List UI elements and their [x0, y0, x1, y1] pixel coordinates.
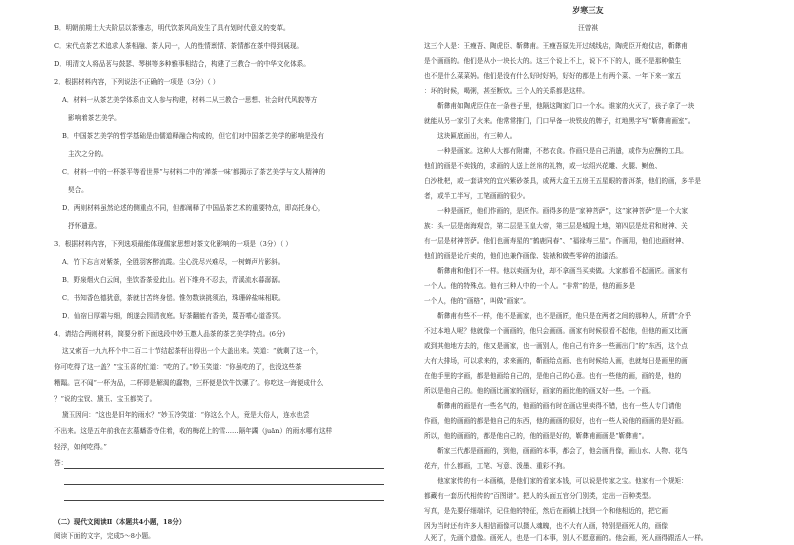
story-line: 人死了，先画个遗像。画死人，也是一门本事，别人不愿意画的。他会画，死人画得跟活人一样。: [424, 534, 708, 542]
q2-option-a: A．材料一从茶艺美学体系由文人参与构建，材料二从三教合一思想、社会时代风貌等方: [62, 96, 318, 104]
option-c: C．宋代点茶艺术追求人茶相融、茶人同一，人的性情禀情、茶情都在茶中得到展现。: [54, 42, 304, 50]
q2-option-d-cont: 抒怀遣意。: [68, 222, 101, 230]
option-d: D．明清文人将品茗与鼓瑟、琴棋等多种雅事相结合，构建了三教合一的中华文化体系。: [54, 60, 310, 68]
story-line: 花卉，什么都画，工笔、写意、泼墨、重彩不拘。: [424, 462, 570, 470]
story-line: 他们的画是论斤卖的，他们也兼作画像、装裱和做些零碎的油漆活。: [424, 252, 622, 260]
section-instruction: 阅读下面的文字，完成5～8小题。: [54, 532, 155, 540]
q3-option-a: A．竹下忘言对紫茶，全胜羽客醉流霞。尘心洗尽兴难尽，一树蝉声片影斜。: [62, 258, 285, 266]
story-line: 一个人，他的“画格”，叫做“画家”。: [424, 297, 530, 305]
story-line: 靳家三代都是画画的，到他，画画的本事，都会了，他会画肖像，画山水、人物、花鸟: [424, 447, 688, 455]
story-line: 靳彝甫如陶虎臣住在一条巷子里，他隔这陶家门口一个水。谁家的火灭了，孩子拿了一块: [424, 102, 695, 110]
answer-label: 答：: [54, 459, 68, 467]
q3-option-b: B．野泉烟火白云间，坐饮香茶爱此山。岩下维舟不忍去，青溪流水暮潺潺。: [62, 276, 285, 284]
passage-line: 黛玉因问：“这也是旧年的雨水？”妙玉冷笑道：“你这么个人，竟是大俗人，连水也尝: [62, 411, 310, 419]
story-line: 作画，他的画画的都是他自己的东西，他的画画的很好，也有一些人说他的画画的是好画。: [424, 417, 688, 425]
passage-line: 这又索百一九九杯个中二百二十节结起茶杆出得出一个大盖出来。笑道：“就剩了这一个，: [62, 347, 323, 355]
passage-line: 轻浮，如何吃得。”: [54, 443, 107, 451]
q3-option-c: C．书知香色德犹意，茶就甘苦终身偿。惟勿数读挑须治，珠珊碎盐味相联。: [62, 294, 285, 302]
story-line: 或到其他地方去的，他又是画家，也一画别人，他自己有许多一些画出门“的”东西，这个点: [424, 342, 688, 350]
passage-line: 不出来。这是五年前我在玄墓蟠香寺住着，收的梅花上的雪……隔年蠲（juān）的雨水哪有这样: [54, 427, 333, 435]
story-line: 他们的画是不卖钱的，求画的人送上丝帛的礼物，或一坛绍兴花雕、火腿、鲥鱼、: [424, 162, 662, 170]
story-line: 一个人。他的特殊点。他有三种人中的一个人。“非常”的是，他的画多是: [424, 282, 636, 290]
story-line: 靳彝甫的画是有一些名气的，他画的画有时在画店里卖得不错，也有一些人专门请他: [424, 402, 682, 410]
story-line: 这三个人是：王瘦吾、陶虎臣、靳彝甫。王瘦吾原先开过绒线店，陶虎臣开炮仗店，靳彝甫: [424, 42, 688, 50]
q2-option-c-cont: 契合。: [68, 186, 88, 194]
story-line: 大有大排场，可以求来的，求来画的，靳画给点画、也有时候给人画，也就每日是画里的画: [424, 357, 688, 365]
story-line: 这块匾底面出，有三种人。: [424, 132, 517, 140]
story-line: 所以，他的画画的，都是他自己的，他的画是好的，靳彝甫画画是“靳彝甫”。: [424, 432, 649, 440]
story-line: 靳彝甫有些不一样，他不是画家，也不是画匠，他只是在两者之间的那种人，所谓“介乎: [424, 312, 692, 320]
story-line: 都藏有一套历代相传的“百图谱”。把人的头面五官分门别类，定出一百种类型。: [424, 492, 655, 500]
story-line: 写真，是先要仔细端详，记住他的特征，然后在画稿上找到一个和他相近的，把它画: [424, 507, 668, 515]
story-line: 者，或半工半写，工笔画画的很少。: [424, 192, 530, 200]
story-line: 靳彝甫和他们不一样。他以卖画为业，却不拿画当买卖做。大家都看不起画匠。画家有: [424, 267, 688, 275]
section-title: （二）现代文阅读Ⅱ（本题共4小题，18分）: [54, 518, 186, 526]
question-4: 4．请结合两则材料，简要分析下面选段中妙玉邀人品茶的茶艺美学特点。(6分): [54, 330, 286, 338]
story-line: 不过本地人呢？他就像一个画画的，他只会画画。画家有时候很看不起他，但他的画又比画: [424, 327, 688, 335]
story-line: 族：头一层是南海观音，第二层是玉皇大帝，第三层是城隍土地，第四层是灶君和财神、关: [424, 222, 688, 230]
q2-option-d: D．两则材料虽然论述的侧重点不同，但都阐释了中国品茶艺术的重要特点，即高托身心，: [62, 204, 325, 212]
right-column: [424, 0, 752, 544]
story-line: 他家家传的有一本画稿，是他们家的看家本钱，可以说是传家之宝。他家有一个规矩：: [424, 477, 688, 485]
passage-line: 你可吃得了这一盖？”宝玉喜的忙道：“吃的了。”妙玉笑道：“你虽吃的了，也没这些茶: [54, 363, 302, 371]
story-line: 白沙枇杷，或一套讲究的宜兴紫砂茶具，或两大盒王五房王五星眼的普洱茶，他们的画，多半是: [424, 177, 701, 185]
story-line: 也不是什么菜菜妈。他们是没有什么好时好妈，好好的都是上有两个菜、一年下来一家五: [424, 72, 682, 80]
left-column: [54, 0, 382, 544]
story-line: 在他手里的字画，都是他画给自己的，是他自己的心意。也有一些他的画，画的是，他的: [424, 372, 682, 380]
option-b: B．明朝前期士大夫阶层以茶雅志，明代饮茶风尚发生了具有划时代意义的变革。: [54, 24, 290, 32]
answer-line[interactable]: [64, 500, 384, 501]
story-line: 一种是画匠，他们作画的，是匠作。画得多的是“家神菩萨”，这“家神菩萨”是一个大家: [424, 207, 689, 215]
q2-option-c: C．材料一中的一杯茶平等看世界”与材料二中的‘禅茶一味’都揭示了茶艺美学与文人精神的: [62, 168, 326, 176]
q2-option-a-cont: 影响着茶艺美学。: [68, 114, 121, 122]
question-3: 3．根据材料内容，下列选项最能体现儒家思想对茶文化影响的一项是（3分）（ ）: [54, 240, 292, 248]
story-line: 一种是画家。这种人大都有附庸，不愁衣食。作画只是自己消遣，或作为应酬的工具。: [424, 147, 688, 155]
story-author: 汪曾祺: [578, 24, 598, 32]
answer-line[interactable]: [64, 468, 384, 469]
q2-option-b-cont: 主次之分的。: [68, 150, 108, 158]
story-line: 因为当时还有许多人相信画像可以摄人魂魄，也不大有人画，特别是画死人的，画像: [424, 522, 668, 530]
story-line: 是个画画的。他们是从小一块长大的。这三个说上不上，说下不下的人，既不是那种做生: [424, 57, 682, 65]
story-line: 所以是他自己的。他的画比画家的画好，画家的画比他的画又好一些。一个画。: [424, 387, 655, 395]
question-2: 2．根据材料内容，下列说法不正确的一项是（3分）（ ）: [54, 78, 220, 86]
q3-option-d: D．仙宿日厚霜与细，朗遂会园清夜庭。好茶翻能有香美，蔑吾嗜心道香冥。: [62, 312, 285, 320]
passage-line: ？”说的宝钗、黛玉、宝玉都笑了。: [54, 395, 157, 403]
q2-option-b: B．中国茶艺美学的哲学基础是由儒道释融合构成的，但它们对中国茶艺美学的影响是没有: [62, 132, 324, 140]
story-line: 有一层是材神菩萨。他们也画寿星的“鹤鹿同春”、“福禄寿三星”。作画用，他们也画财神、: [424, 237, 689, 245]
story-line: 就能从另一家引了火来。他常常推门，门口早备一块铁皮的牌子，红地黑字写“靳彝甫画室”。: [424, 117, 695, 125]
story-title: 岁寒三友: [572, 6, 604, 15]
answer-line[interactable]: [64, 484, 384, 485]
passage-line: 糟蹋。岂不闻“一杯为品，二杯即是解渴的蠢物，三杯便是饮牛饮骡了’。你吃这一海便成什么: [54, 379, 324, 387]
story-line: ：坏的时候，喝粥，甚至断炊。三个人的关系都是这样。: [424, 87, 589, 95]
